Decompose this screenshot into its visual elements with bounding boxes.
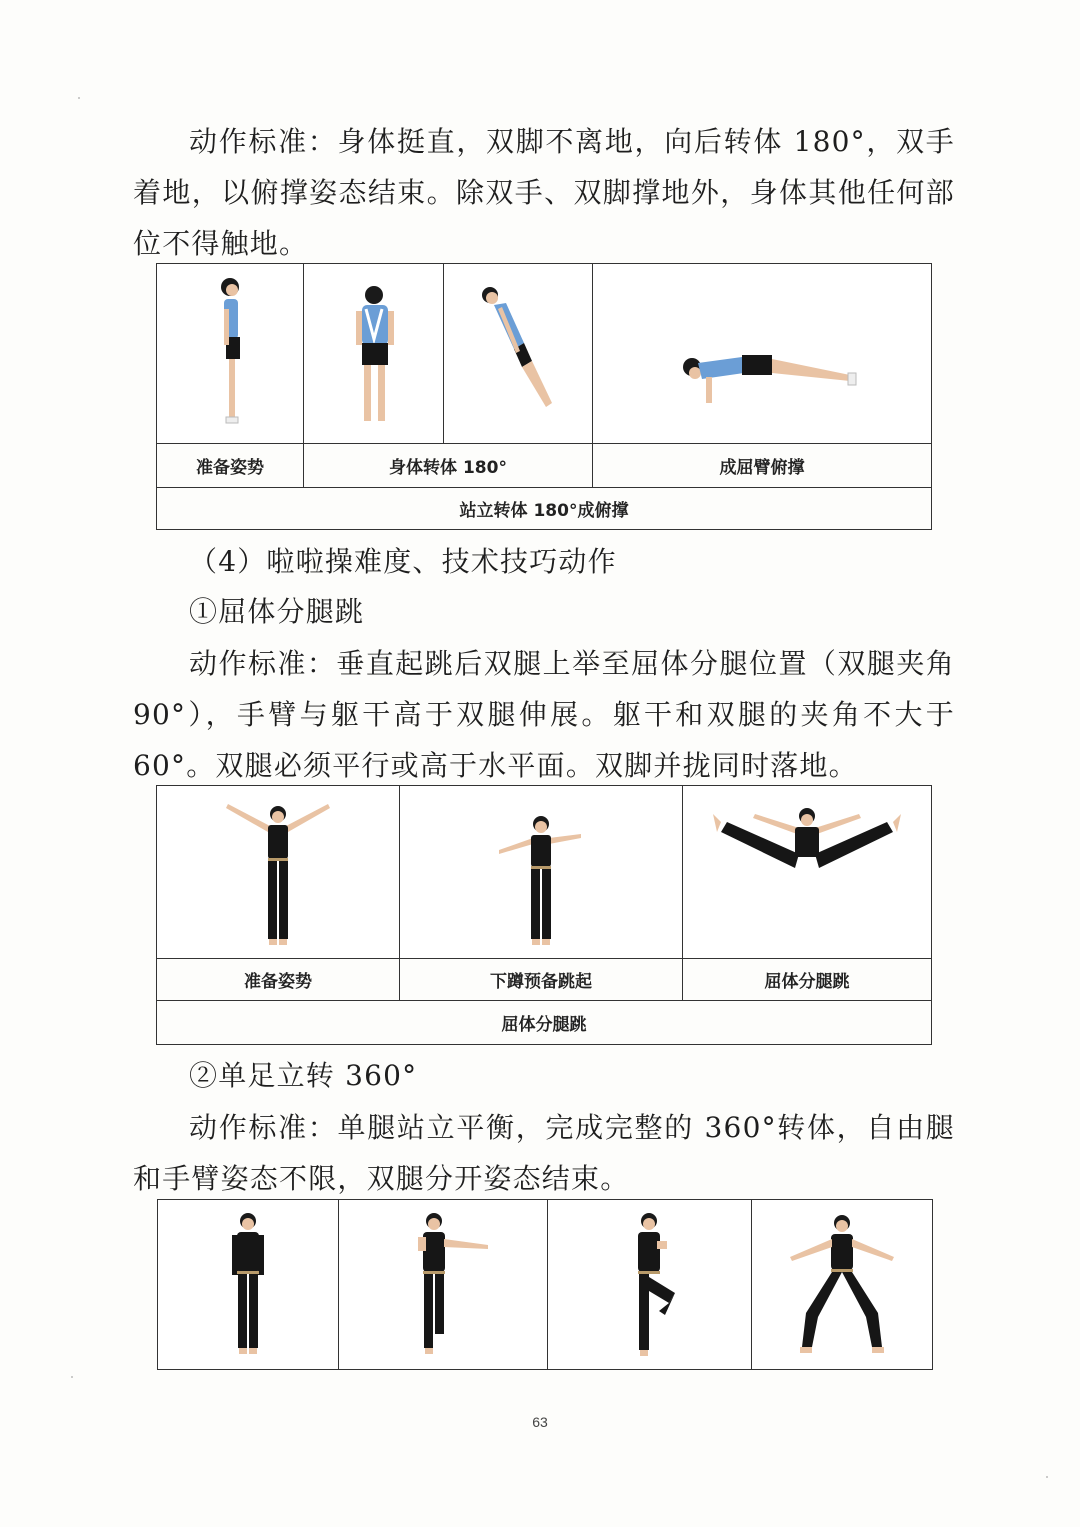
table-title-push: 站立转体 180°成俯撑 [157, 488, 932, 530]
photo-push-up [593, 264, 932, 444]
section-4-heading: （4）啦啦操难度、技术技巧动作 [189, 545, 617, 578]
photo-turn-arm [339, 1200, 548, 1370]
athlete-standing-front-figure [208, 1207, 288, 1363]
table-title-jump: 屈体分腿跳 [157, 1001, 932, 1045]
athlete-push-up-figure [662, 269, 862, 439]
jump-figure-table [156, 785, 932, 1045]
caption-jump-pike: 屈体分腿跳 [683, 959, 932, 1001]
scan-speck [1046, 1476, 1048, 1478]
athlete-arm-extended-figure [388, 1207, 498, 1363]
photo-falling-forward [444, 264, 593, 444]
athlete-arms-v-figure [218, 792, 338, 952]
photo-turn-finish [752, 1200, 933, 1370]
caption-prepare: 准备姿势 [157, 444, 304, 488]
photo-jump-squat [400, 786, 683, 959]
caption-turn: 身体转体 180° [304, 444, 593, 488]
athlete-arms-forward-figure [481, 792, 601, 952]
jump-standard-text: 动作标准：垂直起跳后双腿上举至屈体分腿位置（双腿夹角 90°），手臂与躯干高于双腿伸展。躯干和双腿的夹角不大于 60°。双腿必须平行或高于水平面。双脚并拢同时落地。 [133, 647, 955, 782]
push-figure-table [156, 263, 932, 530]
turn-standard-text: 动作标准：单腿站立平衡，完成完整的 360°转体，自由腿和手臂姿态不限，双腿分开姿态结束。 [133, 1111, 955, 1195]
athlete-falling-figure [468, 269, 568, 439]
athlete-standing-side-figure [190, 269, 270, 439]
photo-jump-prepare [157, 786, 400, 959]
caption-push-up: 成屈臂俯撑 [593, 444, 932, 488]
athlete-straddle-jump-figure [707, 792, 907, 952]
jump-heading: ①屈体分腿跳 [189, 595, 365, 628]
photo-pike-straddle [683, 786, 932, 959]
caption-jump-prepare: 准备姿势 [157, 959, 400, 1001]
page-number: 63 [532, 1414, 548, 1430]
turn-heading: ②单足立转 360° [189, 1059, 418, 1092]
athlete-passe-turn-figure [605, 1207, 695, 1363]
scan-speck [78, 97, 80, 99]
scan-speck [71, 1376, 73, 1378]
photo-turn-passe [548, 1200, 752, 1370]
turn-figure-table [157, 1199, 933, 1370]
athlete-wide-stance-figure [772, 1207, 912, 1363]
photo-turning-back [304, 264, 444, 444]
push-standard-text: 动作标准：身体挺直，双脚不离地，向后转体 180°，双手着地，以俯撑姿态结束。除双手、双脚撑地外，身体其他任何部位不得触地。 [133, 125, 955, 260]
photo-turn-stand [158, 1200, 339, 1370]
athlete-turning-figure [334, 269, 414, 439]
caption-jump-squat: 下蹲预备跳起 [400, 959, 683, 1001]
photo-standing-side [157, 264, 304, 444]
